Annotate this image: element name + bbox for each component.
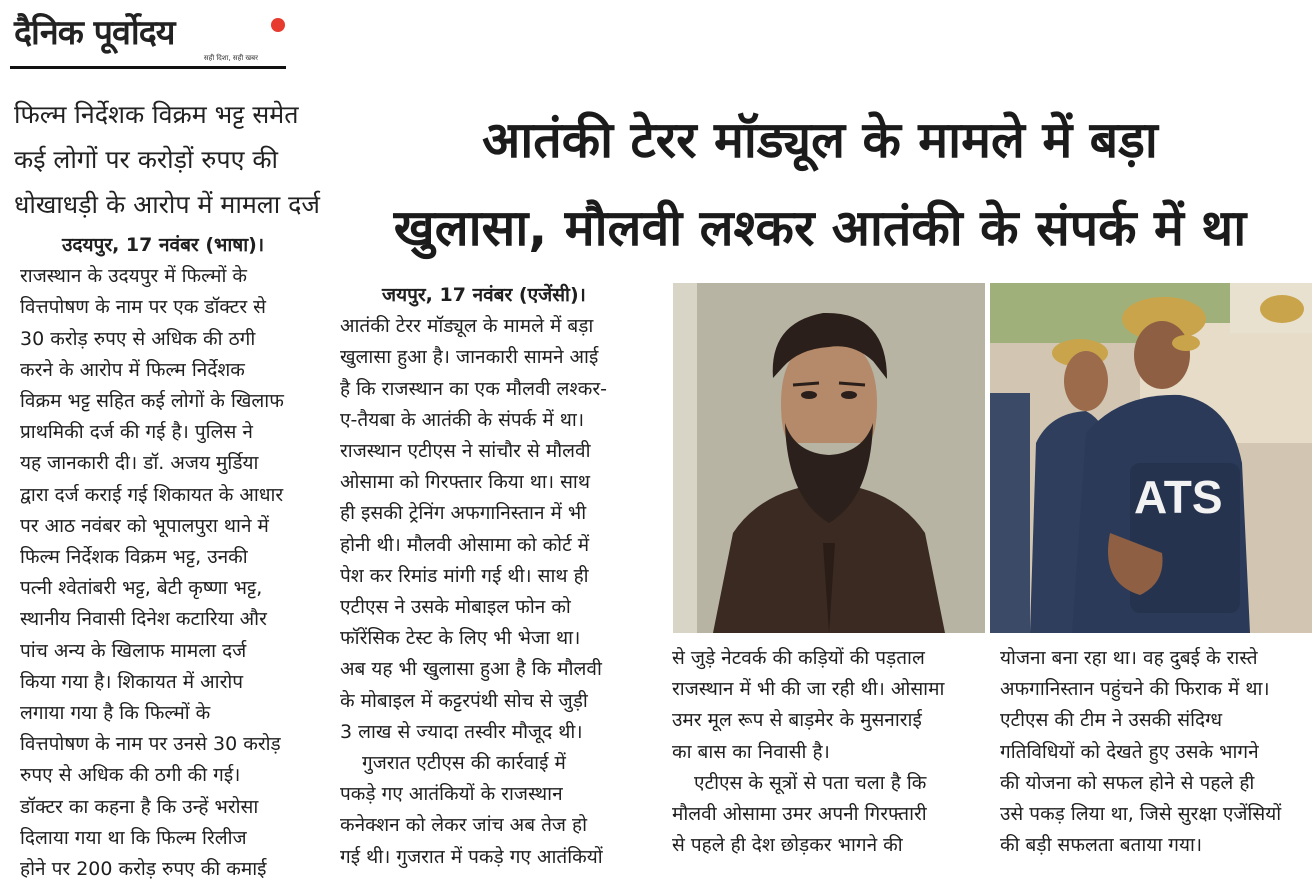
main-col1-line: गुजरात एटीएस की कार्रवाई में — [362, 752, 566, 775]
left-body-line: द्वारा दर्ज कराई गई शिकायत के आधार — [20, 483, 284, 506]
main-col1-line: ओसामा को गिरफ्तार किया था। साथ — [340, 471, 590, 494]
left-body-line: रुपए से अधिक की ठगी की गई। — [20, 764, 241, 787]
main-col1-line: पकड़े गए आतंकियों के राजस्थान — [340, 783, 563, 806]
left-headline-line: फिल्म निर्देशक विक्रम भट्ट समेत — [14, 100, 299, 129]
main-col1-line: आतंकी टेरर मॉड्यूल के मामले में बड़ा — [340, 315, 594, 338]
masthead-dot-icon — [271, 18, 285, 32]
left-body-line: किया गया है। शिकायत में आरोप — [20, 670, 244, 693]
main-col1-line: फॉरेंसिक टेस्ट के लिए भी भेजा था। — [340, 627, 581, 650]
main-col1-line: गई थी। गुजरात में पकड़े गए आतंकियों — [340, 845, 603, 868]
main-col2-line: से जुड़े नेटवर्क की कड़ियों की पड़ताल — [672, 647, 925, 669]
main-col3-line: योजना बना रहा था। वह दुबई के रास्ते — [1000, 647, 1258, 669]
masthead-rule — [10, 66, 286, 69]
ats-officers-photo — [990, 283, 1312, 633]
left-story-dateline: उदयपुर, 17 नवंबर (भाषा)। — [62, 234, 265, 256]
left-body-line: होने पर 200 करोड़ रुपए की कमाई — [20, 858, 267, 881]
left-body-line: पर आठ नवंबर को भूपालपुरा थाने में — [20, 514, 269, 537]
ats-vest-label: ATS — [1134, 471, 1223, 523]
main-col2-line: से पहले ही देश छोड़कर भागने की — [672, 834, 903, 857]
main-story-column-3 — [1000, 643, 1306, 861]
main-col3-line: एटीएस की टीम ने उसकी संदिग्ध — [1000, 709, 1223, 732]
main-story-column-2 — [672, 643, 986, 861]
left-headline-line: धोखाधड़ी के आरोप में मामला दर्ज — [14, 190, 320, 219]
main-col2-line: का बास का निवासी है। — [672, 740, 830, 763]
main-col1-line: ही इसकी ट्रेनिंग अफगानिस्तान में भी — [340, 502, 587, 525]
main-col2-line: एटीएस के सूत्रों से पता चला है कि — [694, 771, 927, 794]
main-col3-line: की बड़ी सफलता बताया गया। — [1000, 834, 1203, 857]
main-headline-line: आतंकी टेरर मॉड्यूल के मामले में बड़ा — [482, 111, 1158, 169]
left-body-line: डॉक्टर का कहना है कि उन्हें भरोसा — [20, 795, 259, 818]
left-headline-line: कई लोगों पर करोड़ों रुपए की — [14, 145, 279, 174]
main-col2-line: मौलवी ओसामा उमर अपनी गिरफ्तारी — [672, 803, 927, 826]
main-story-column-1 — [340, 280, 658, 873]
main-col3-line: उसे पकड़ लिया था, जिसे सुरक्षा एजेंसियों — [1000, 803, 1282, 826]
main-col1-line: है कि राजस्थान का एक मौलवी लश्कर- — [340, 377, 607, 400]
left-body-line: पत्नी श्वेतांबरी भट्ट, बेटी कृष्णा भट्ट, — [20, 577, 263, 600]
masthead-title: दैनिक पूर्वोदय — [14, 13, 175, 53]
left-body-line: वित्तपोषण के नाम पर उनसे 30 करोड़ — [20, 733, 281, 756]
masthead — [10, 4, 286, 72]
left-body-line: फिल्म निर्देशक विक्रम भट्ट, उनकी — [20, 546, 248, 569]
left-body-line: लगाया गया है कि फिल्मों के — [20, 702, 211, 725]
main-col1-line: होनी थी। मौलवी ओसामा को कोर्ट में — [340, 533, 590, 556]
left-body-line: पांच अन्य के खिलाफ मामला दर्ज — [20, 639, 247, 662]
main-col1-line: पेश कर रिमांड मांगी गई थी। साथ ही — [340, 564, 589, 587]
left-body-line: विक्रम भट्ट सहित कई लोगों के खिलाफ — [20, 390, 284, 413]
ats-officers-illustration — [990, 283, 1312, 633]
main-col1-line: एटीएस ने उसके मोबाइल फोन को — [340, 596, 571, 619]
left-body-line: प्राथमिकी दर्ज की गई है। पुलिस ने — [20, 421, 253, 444]
main-col1-line: अब यह भी खुलासा हुआ है कि मौलवी — [340, 658, 602, 681]
main-col2-line: उमर मूल रूप से बाड़मेर के मुसनाराई — [672, 709, 922, 732]
left-story-body — [20, 230, 320, 885]
main-col1-line: कनेक्शन को लेकर जांच अब तेज हो — [340, 814, 588, 837]
left-body-line: स्थानीय निवासी दिनेश कटारिया और — [20, 608, 267, 631]
main-col1-line: राजस्थान एटीएस ने सांचौर से मौलवी — [340, 440, 591, 463]
main-headline-line: खुलासा, मौलवी लश्कर आतंकी के संपर्क में था — [393, 199, 1247, 257]
masthead-tagline: सही दिशा, सही खबर — [203, 54, 258, 62]
main-story-dateline: जयपुर, 17 नवंबर (एजेंसी)। — [382, 284, 586, 306]
main-col1-line: खुलासा हुआ है। जानकारी सामने आई — [340, 346, 599, 369]
accused-portrait-photo — [673, 283, 985, 633]
left-body-line: राजस्थान के उदयपुर में फिल्मों के — [20, 265, 248, 288]
portrait-illustration — [673, 283, 985, 633]
main-col1-line: के मोबाइल में कट्टरपंथी सोच से जुड़ी — [340, 689, 588, 712]
main-col3-line: की योजना को सफल होने से पहले ही — [1000, 771, 1255, 794]
left-body-line: करने के आरोप में फिल्म निर्देशक — [20, 358, 245, 381]
main-col1-line: 3 लाख से ज्यादा तस्वीर मौजूद थी। — [340, 720, 583, 743]
main-col3-line: अफगानिस्तान पहुंचने की फिराक में था। — [1000, 678, 1270, 701]
main-col1-line: ए-तैयबा के आतंकी के संपर्क में था। — [340, 408, 585, 431]
main-col2-line: राजस्थान में भी की जा रही थी। ओसामा — [672, 678, 945, 701]
main-story-headline — [340, 96, 1300, 272]
left-body-line: यह जानकारी दी। डॉ. अजय मुर्डिया — [20, 452, 259, 475]
left-body-line: 30 करोड़ रुपए से अधिक की ठगी — [20, 327, 256, 350]
main-col3-line: गतिविधियों को देखते हुए उसके भागने — [1000, 740, 1259, 763]
left-story-headline — [14, 92, 326, 227]
left-body-line: दिलाया गया था कि फिल्म रिलीज — [20, 826, 247, 849]
left-body-line: वित्तपोषण के नाम पर एक डॉक्टर से — [20, 296, 266, 319]
